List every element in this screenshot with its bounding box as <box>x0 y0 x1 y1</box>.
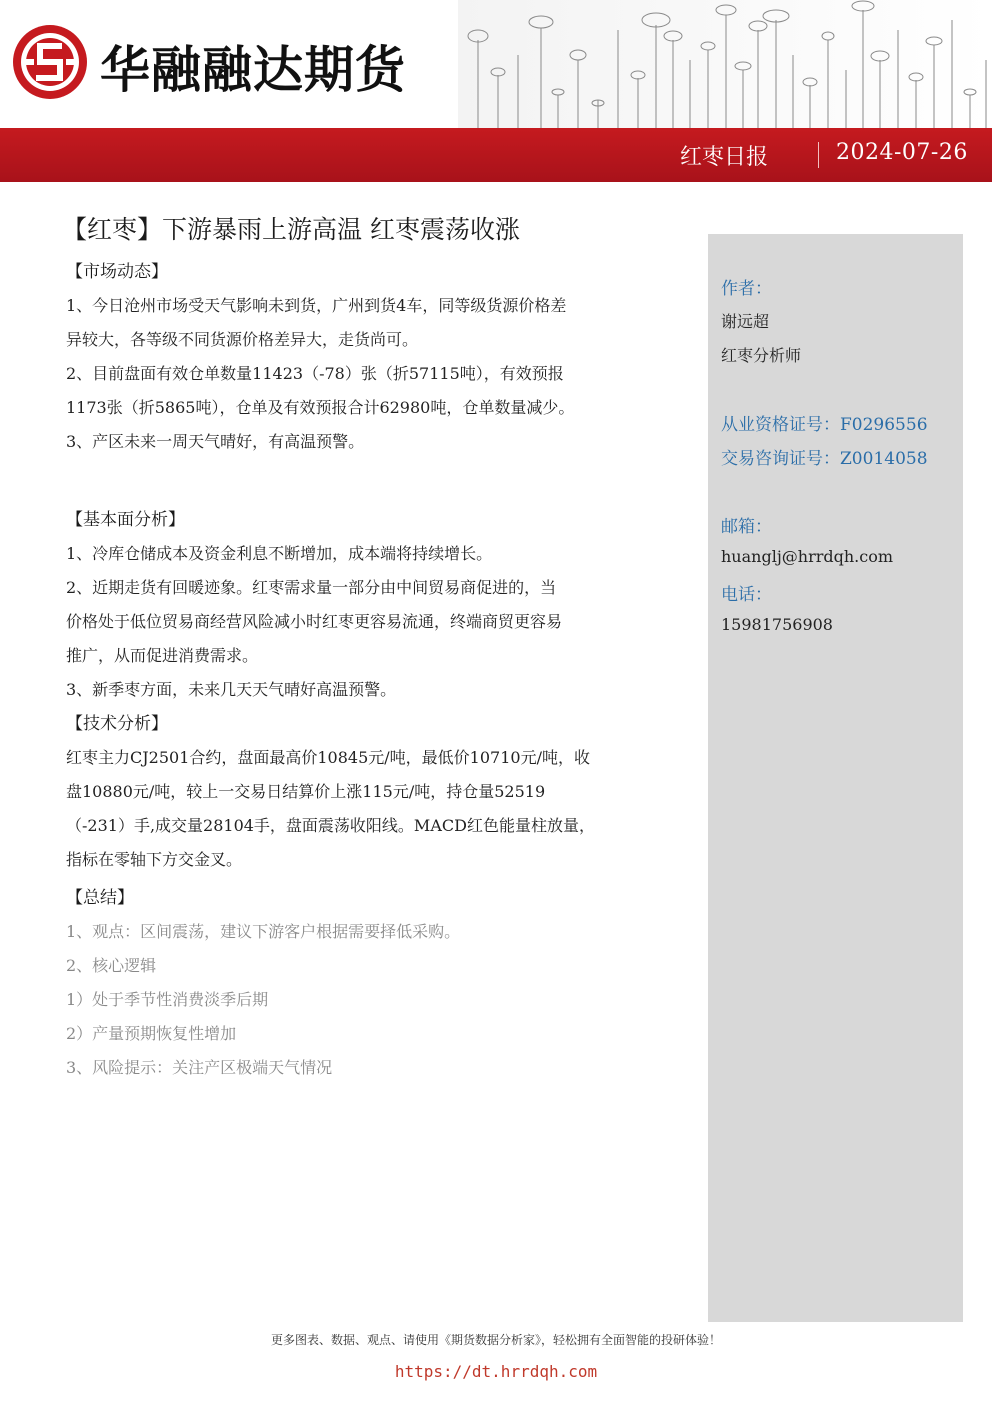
summary-line: 1、观点：区间震荡，建议下游客户根据需要择低采购。 <box>66 922 461 941</box>
company-logo-icon <box>10 22 90 102</box>
fundamental-line: 2、近期走货有回暖迹象。红枣需求量一部分由中间贸易商促进的，当 <box>66 578 557 597</box>
decorative-pattern <box>458 0 992 128</box>
summary-line: 2、核心逻辑 <box>66 956 157 975</box>
report-date: 2024-07-26 <box>836 140 968 165</box>
page-header <box>0 0 992 182</box>
author-sidebar <box>708 234 963 1322</box>
footer-link[interactable]: https://dt.hrrdqh.com <box>394 1362 598 1381</box>
fundamental-line: 1、冷库仓储成本及资金利息不断增加，成本端将持续增长。 <box>66 544 493 563</box>
phone-value: 15981756908 <box>721 615 833 634</box>
article-body <box>66 255 656 1085</box>
header-separator <box>818 142 819 168</box>
summary-line: 1）处于季节性消费淡季后期 <box>66 990 269 1009</box>
author-title: 红枣分析师 <box>721 346 802 365</box>
email-value[interactable]: huanglj@hrrdqh.com <box>721 547 894 566</box>
consulting-number: 交易咨询证号：Z0014058 <box>721 449 928 469</box>
section-heading-fundamental: 【基本面分析】 <box>66 510 185 530</box>
author-name: 谢远超 <box>721 312 770 331</box>
market-line: 异较大，各等级不同货源价格差异大，走货尚可。 <box>66 330 419 349</box>
market-line: 3、产区未来一周天气晴好，有高温预警。 <box>66 432 365 451</box>
brand-name: 华融融达期货 <box>100 41 406 99</box>
market-line: 1、今日沧州市场受天气影响未到货，广州到货4车，同等级货源价格差 <box>66 296 567 315</box>
technical-line: 指标在零轴下方交金叉。 <box>66 850 243 869</box>
qualification-number: 从业资格证号：F0296556 <box>721 415 928 435</box>
section-heading-market: 【市场动态】 <box>66 262 168 282</box>
report-name: 红枣日报 <box>680 145 769 170</box>
technical-line: （-231）手,成交量28104手，盘面震荡收阳线。MACD红色能量柱放量， <box>66 816 595 835</box>
author-label: 作者： <box>721 279 772 299</box>
fundamental-line: 价格处于低位贸易商经营风险减小时红枣更容易流通，终端商贸更容易 <box>66 612 563 631</box>
technical-line: 盘10880元/吨，较上一交易日结算价上涨115元/吨，持仓量52519 <box>66 782 546 801</box>
section-heading-summary: 【总结】 <box>66 888 134 908</box>
phone-label: 电话： <box>721 585 772 605</box>
market-line: 1173张（折5865吨），仓单及有效预报合计62980吨，仓单数量减少。 <box>66 398 575 417</box>
summary-line: 2）产量预期恢复性增加 <box>66 1024 237 1043</box>
section-gap <box>66 459 656 503</box>
section-heading-technical: 【技术分析】 <box>66 714 168 734</box>
article-title: 【红枣】下游暴雨上游高温 红枣震荡收涨 <box>62 215 520 244</box>
market-line: 2、目前盘面有效仓单数量11423（-78）张（折57115吨），有效预报 <box>66 364 564 383</box>
fundamental-line: 推广，从而促进消费需求。 <box>66 646 259 665</box>
technical-line: 红枣主力CJ2501合约，盘面最高价10845元/吨，最低价10710元/吨，收 <box>66 748 590 767</box>
email-label: 邮箱： <box>721 517 772 537</box>
footer-note: 更多图表、数据、观点、请使用《期货数据分析家》，轻松拥有全面智能的投研体验！ <box>270 1333 721 1347</box>
fundamental-line: 3、新季枣方面，未来几天天气晴好高温预警。 <box>66 680 397 699</box>
summary-line: 3、风险提示：关注产区极端天气情况 <box>66 1058 333 1077</box>
